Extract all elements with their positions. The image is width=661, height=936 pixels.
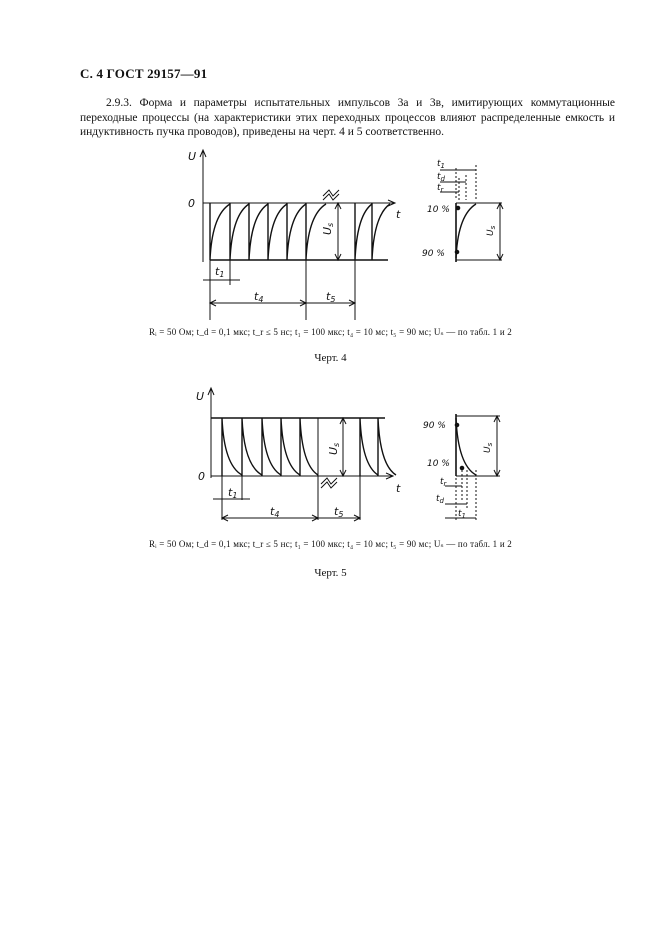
fig5-t-axis-label: t [396,482,401,495]
fig5-us-label: Us [327,442,341,455]
body-paragraph: 2.9.3. Форма и параметры испытательных импульсов 3а и 3в, имитирующих коммутационные переходные процессы (на характеристики этих переходных процессов влияют распределенные емкость и индуктивность пучка проводов), приведены на черт. 4 и 5 соответственно. [80,97,615,138]
fig4-detail-tr-label: $t_r$ [437,183,444,194]
fig5-detail-us-label: $U_s$ [483,442,494,453]
page-header: С. 4 ГОСТ 29157—91 [80,66,208,81]
fig5-detail-td-label: $t_d$ [436,494,444,505]
fig4-t4-label: t4 [254,290,264,304]
fig4-detail-us-label: $U_s$ [486,225,497,236]
fig5-pulse [378,418,396,476]
fig5-y-axis-label: U [196,390,205,403]
fig5-pulse [360,418,378,476]
fig4-t-axis-label: t [396,208,401,221]
fig5-title: Черт. 5 [314,567,347,579]
fig5-pulse [242,418,262,476]
fig4-detail-t1-label: $t_1$ [437,159,445,170]
fig4-zero-label: 0 [188,197,195,210]
fig5-detail-t1-label: $t_1$ [458,509,466,520]
fig5-pulse [281,418,300,476]
fig5-detail-10pct-label: 10 % [427,459,450,469]
fig4-detail-td-label: $t_d$ [437,172,445,183]
fig5-zero-label: 0 [198,470,205,483]
fig5-t1-label: t1 [228,486,238,500]
fig5-pulse [222,418,242,476]
fig5-detail-90pct-label: 90 % [423,421,446,431]
fig5-detail-10pct-point [460,466,464,470]
fig5-detail-curve [456,418,476,475]
fig4-detail-90pct-label: 90 % [422,249,445,259]
fig4-caption: Rᵢ = 50 Ом; t_d = 0,1 мкс; t_r ≤ 5 нс; t₁ = 100 мкс; t₄ = 10 мс; t₅ = 90 мс; Uₛ — по табл. 1 и 2 [148,327,513,337]
fig5-t4-label: t4 [270,505,280,519]
fig4-title: Черт. 4 [314,352,347,364]
fig4-us-label: Us [321,222,335,235]
fig5-detail-tr-label: $t_r$ [440,477,447,488]
fig5-pulse [262,418,281,476]
fig4-detail-10pct-label: 10 % [427,205,450,215]
fig5-break-mark [321,478,337,488]
fig4-y-axis-label: U [188,150,197,163]
fig5-caption: Rᵢ = 50 Ом; t_d = 0,1 мкс; t_r ≤ 5 нс; t₁ = 100 мкс; t₄ = 10 мс; t₅ = 90 мс; Uₛ — по табл. 1 и 2 [148,539,513,549]
fig5-pulses [222,418,396,476]
fig5-pulse [300,418,318,476]
fig5-t5-label: t5 [334,505,344,519]
fig4-t5-label: t5 [326,290,336,304]
fig5-detail-90pct-point [455,423,459,427]
fig4-t1-label: t1 [215,265,225,279]
